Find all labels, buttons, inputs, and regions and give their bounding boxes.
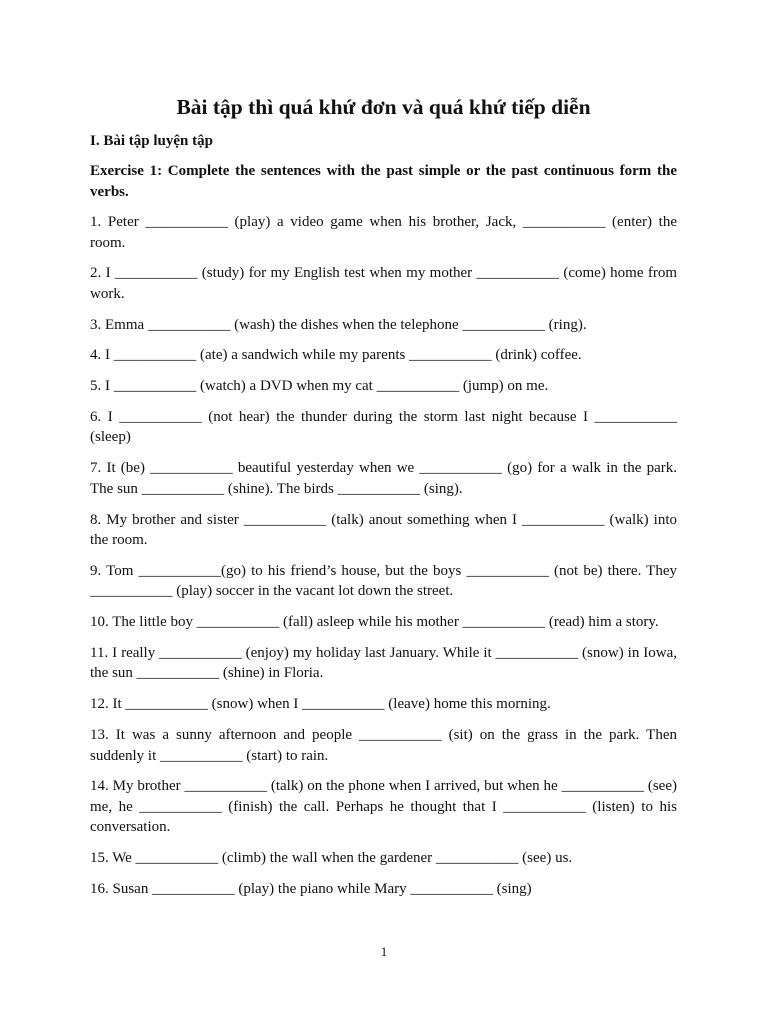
question-item: 11. I really ___________ (enjoy) my holiday last January. While it ___________ (snow) in Iowa, the sun ___________ (shine) in Floria. xyxy=(90,644,677,682)
question-item: 6. I ___________ (not hear) the thunder during the storm last night because I ___________ (sleep) xyxy=(90,408,677,446)
question-item: 4. I ___________ (ate) a sandwich while my parents ___________ (drink) coffee. xyxy=(90,347,582,364)
exercise-instructions: Exercise 1: Complete the sentences with the past simple or the past continuous form the verbs. xyxy=(90,163,677,200)
question-item: 2. I ___________ (study) for my English test when my mother ___________ (come) home from work. xyxy=(90,265,677,302)
page-number: 1 xyxy=(380,944,388,959)
question-item: 9. Tom ___________(go) to his friend’s house, but the boys ___________ (not be) there. They ___________ (play) soccer in the vacant lot down the street. xyxy=(90,562,677,600)
question-item: 5. I ___________ (watch) a DVD when my cat ___________ (jump) on me. xyxy=(90,378,549,395)
document-page xyxy=(90,90,677,910)
question-item: 3. Emma ___________ (wash) the dishes when the telephone ___________ (ring). xyxy=(90,316,587,333)
question-item: 15. We ___________ (climb) the wall when the gardener ___________ (see) us. xyxy=(90,850,573,867)
question-item: 12. It ___________ (snow) when I ___________ (leave) home this morning. xyxy=(90,696,551,713)
question-item: 10. The little boy ___________ (fall) asleep while his mother ___________ (read) him a story. xyxy=(90,614,659,631)
question-item: 7. It (be) ___________ beautiful yesterday when we ___________ (go) for a walk in the park. The sun ___________ (shine). The birds ___________ (sing). xyxy=(90,460,677,497)
question-item: 14. My brother ___________ (talk) on the phone when I arrived, but when he ___________ (see) me, he ___________ (finish) the call. Perhaps he thought that I ___________ (listen) to his conversation. xyxy=(90,778,677,836)
question-item: 1. Peter ___________ (play) a video game when his brother, Jack, ___________ (enter) the room. xyxy=(90,214,677,251)
question-item: 8. My brother and sister ___________ (talk) anout something when I ___________ (walk) into the room. xyxy=(90,511,677,549)
question-list xyxy=(90,212,677,899)
section-heading: I. Bài tập luyện tập xyxy=(90,133,213,149)
question-item: 13. It was a sunny afternoon and people ___________ (sit) on the grass in the park. Then suddenly it ___________ (start) to rain. xyxy=(90,727,677,764)
document-title: Bài tập thì quá khứ đơn và quá khứ tiếp diễn xyxy=(176,95,591,119)
question-item: 16. Susan ___________ (play) the piano while Mary ___________ (sing) xyxy=(90,880,532,897)
